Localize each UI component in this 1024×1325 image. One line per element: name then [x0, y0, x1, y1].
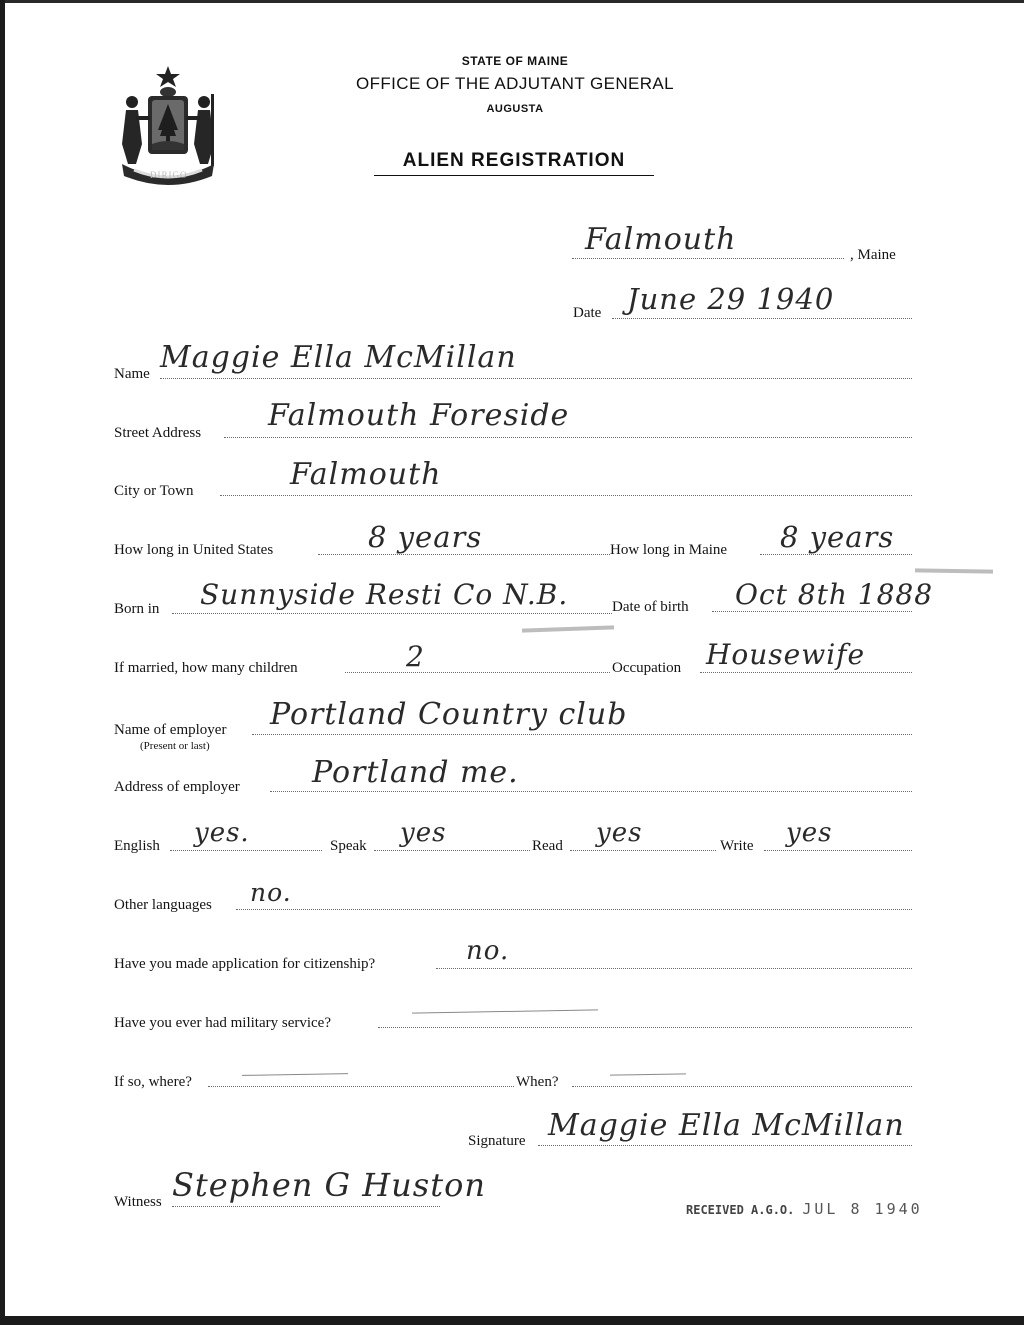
- witness-line: [172, 1206, 440, 1207]
- town-suffix: , Maine: [850, 247, 896, 263]
- name-line: [160, 378, 912, 379]
- write-entry[interactable]: yes: [786, 818, 833, 848]
- how-long-maine-label: How long in Maine: [610, 542, 728, 558]
- signature-entry[interactable]: Maggie Ella McMillan: [548, 1108, 905, 1143]
- how-long-us-entry[interactable]: 8 years: [368, 520, 483, 554]
- employer-sublabel: (Present or last): [140, 740, 210, 752]
- write-line: [764, 850, 912, 851]
- born-line: [172, 613, 612, 614]
- born-entry[interactable]: Sunnyside Resti Co N.B.: [200, 578, 569, 611]
- where-label: If so, where?: [114, 1074, 192, 1090]
- military-dash: [412, 1009, 598, 1013]
- header-office: OFFICE OF THE ADJUTANT GENERAL: [355, 74, 675, 93]
- english-line: [170, 850, 322, 851]
- stamp-date: JUL 8 1940: [802, 1200, 923, 1218]
- city-entry[interactable]: Falmouth: [290, 457, 442, 492]
- read-label: Read: [532, 838, 563, 854]
- other-languages-line: [236, 909, 912, 910]
- employer-line: [252, 734, 912, 735]
- citizenship-label: Have you made application for citizenship?: [114, 956, 376, 972]
- witness-entry[interactable]: Stephen G Huston: [172, 1166, 486, 1204]
- name-label: Name: [114, 366, 150, 382]
- header-city: AUGUSTA: [486, 103, 544, 115]
- military-line: [378, 1027, 912, 1028]
- children-label: If married, how many children: [114, 660, 298, 676]
- english-label: English: [114, 838, 160, 854]
- date-entry[interactable]: June 29 1940: [627, 282, 835, 316]
- read-line: [570, 850, 716, 851]
- scan-edge-top: [0, 0, 1024, 3]
- when-label: When?: [516, 1074, 559, 1090]
- employer-label: Name of employer: [114, 722, 227, 738]
- city-label: City or Town: [114, 483, 194, 499]
- street-line: [224, 437, 912, 438]
- seal-motto: DIRIGO: [150, 170, 188, 180]
- signature-label: Signature: [468, 1133, 526, 1149]
- occupation-line: [700, 672, 912, 673]
- citizenship-entry[interactable]: no.: [466, 936, 510, 966]
- speak-entry[interactable]: yes: [400, 818, 447, 848]
- city-line: [220, 495, 912, 496]
- employer-entry[interactable]: Portland Country club: [270, 697, 628, 732]
- street-entry[interactable]: Falmouth Foreside: [268, 398, 570, 433]
- scan-edge-bottom: [0, 1316, 1024, 1325]
- read-entry[interactable]: yes: [596, 818, 643, 848]
- how-long-us-line: [318, 554, 610, 555]
- dob-label: Date of birth: [612, 599, 689, 615]
- speak-label: Speak: [330, 838, 367, 854]
- scan-edge-left: [0, 0, 5, 1325]
- occupation-entry[interactable]: Housewife: [706, 638, 866, 671]
- how-long-us-label: How long in United States: [114, 542, 274, 558]
- town-entry[interactable]: Falmouth: [585, 222, 737, 257]
- signature-line: [538, 1145, 912, 1146]
- town-line: [572, 258, 844, 259]
- born-label: Born in: [114, 601, 160, 617]
- employer-address-label: Address of employer: [114, 779, 240, 795]
- form-title: ALIEN REGISTRATION: [374, 150, 654, 176]
- name-entry[interactable]: Maggie Ella McMillan: [160, 340, 517, 375]
- write-label: Write: [720, 838, 754, 854]
- when-dash: [610, 1073, 686, 1075]
- speak-line: [374, 850, 530, 851]
- military-label: Have you ever had military service?: [114, 1015, 331, 1031]
- english-entry[interactable]: yes.: [194, 818, 250, 848]
- employer-address-entry[interactable]: Portland me.: [312, 755, 519, 790]
- how-long-maine-entry[interactable]: 8 years: [780, 520, 895, 554]
- children-entry[interactable]: 2: [406, 640, 425, 673]
- ink-smudge: [522, 625, 614, 632]
- children-line: [345, 672, 610, 673]
- date-line: [612, 318, 912, 319]
- occupation-label: Occupation: [612, 660, 682, 676]
- other-languages-entry[interactable]: no.: [250, 878, 292, 907]
- date-label: Date: [573, 305, 602, 321]
- employer-address-line: [270, 791, 912, 792]
- dob-entry[interactable]: Oct 8th 1888: [735, 578, 934, 611]
- header-state: STATE OF MAINE: [461, 54, 569, 68]
- citizenship-line: [436, 968, 912, 969]
- when-line: [572, 1086, 912, 1087]
- ink-smudge: [915, 568, 993, 573]
- received-stamp: [686, 1200, 923, 1218]
- how-long-maine-line: [760, 554, 912, 555]
- street-label: Street Address: [114, 425, 202, 441]
- witness-label: Witness: [114, 1194, 162, 1210]
- where-line: [208, 1086, 514, 1087]
- dob-line: [712, 611, 912, 612]
- where-dash: [242, 1073, 348, 1076]
- other-languages-label: Other languages: [114, 897, 212, 913]
- stamp-received: RECEIVED A.G.O.: [686, 1203, 795, 1217]
